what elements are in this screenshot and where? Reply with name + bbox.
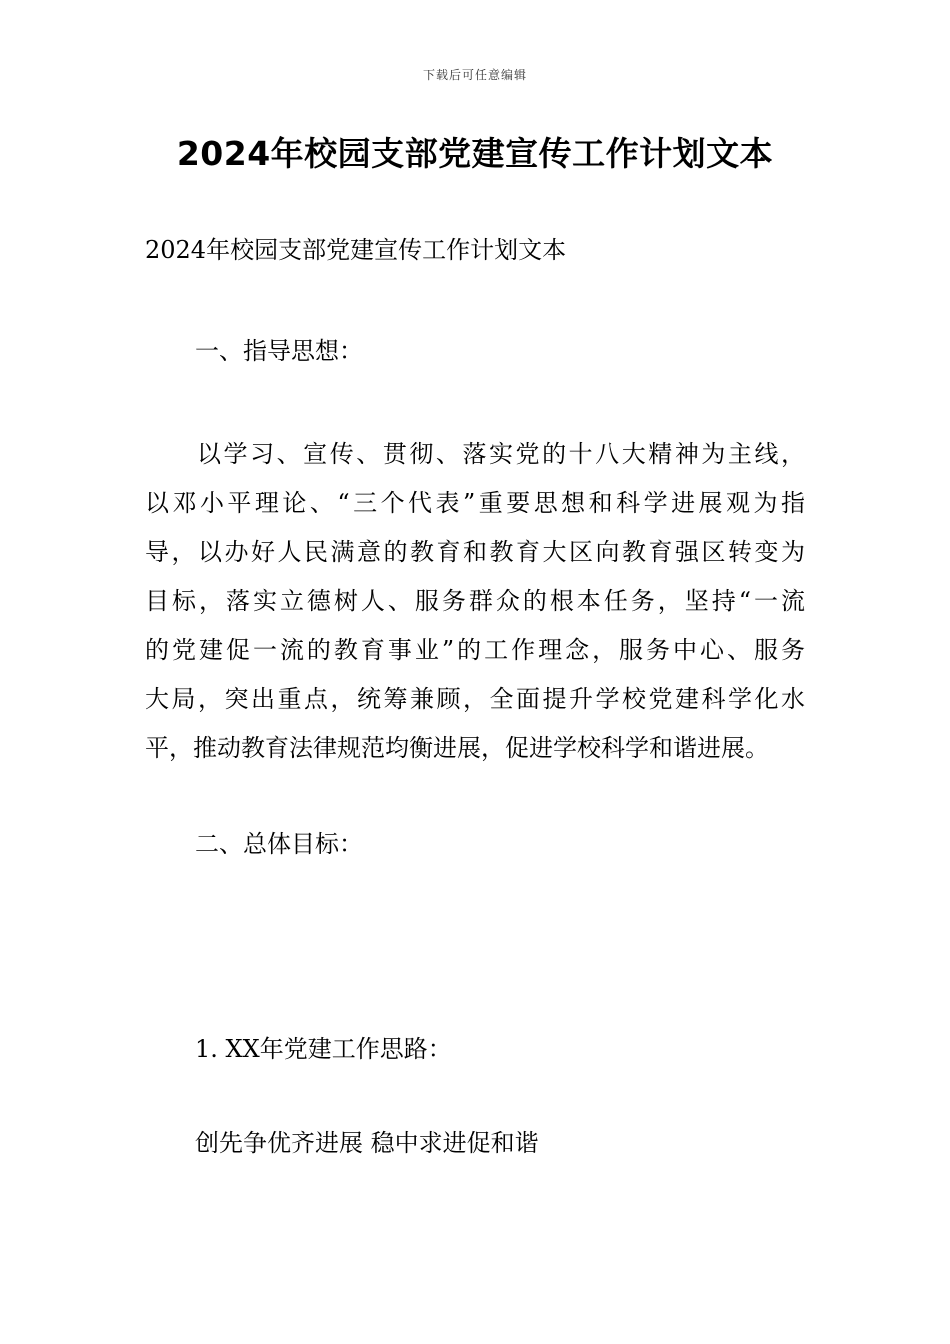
section-heading-guiding-ideology: 一、指导思想： (195, 337, 363, 365)
document-title: 2024年校园支部党建宣传工作计划文本 (176, 134, 774, 173)
paragraph-line: 的党建促一流的教育事业”的工作理念，服务中心、服务 (145, 636, 805, 664)
paragraph-line: 以邓小平理论、“三个代表”重要思想和科学进展观为指 (145, 489, 805, 517)
paragraph-line: 目标，落实立德树人、服务群众的根本任务，坚持“一流 (145, 587, 805, 615)
paragraph-line: 以学习、宣传、贯彻、落实党的十八大精神为主线， (197, 440, 805, 468)
paragraph-line: 平，推动教育法律规范均衡进展，促进学校科学和谐进展。 (145, 734, 769, 762)
section-heading-overall-goal: 二、总体目标： (195, 830, 363, 858)
guiding-ideology-paragraph (145, 430, 805, 773)
header-note: 下载后可任意编辑 (422, 68, 527, 82)
subsection-heading-work-approach: 1. XX年党建工作思路： (195, 1035, 452, 1063)
slogan-text: 创先争优齐进展 稳中求进促和谐 (195, 1129, 539, 1157)
paragraph-line: 大局，突出重点，统筹兼顾，全面提升学校党建科学化水 (145, 685, 805, 713)
document-subtitle: 2024年校园支部党建宣传工作计划文本 (145, 236, 567, 264)
paragraph-line: 导，以办好人民满意的教育和教育大区向教育强区转变为 (145, 538, 805, 566)
